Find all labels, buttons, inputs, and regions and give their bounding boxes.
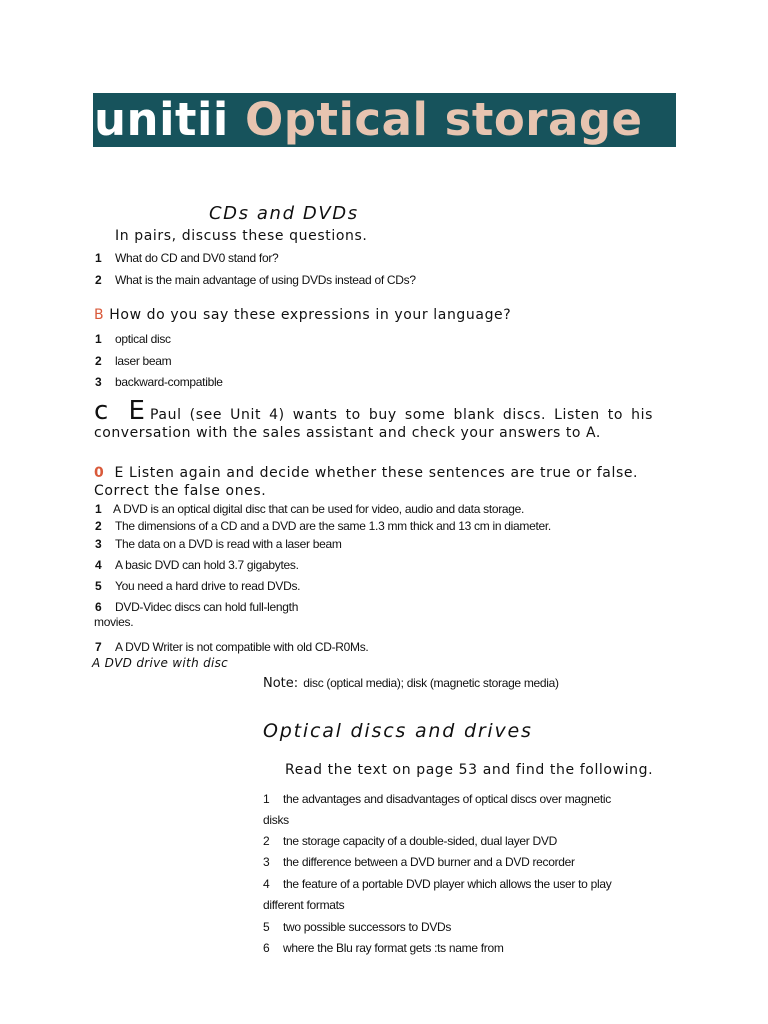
exercise-a-instruction: In pairs, discuss these questions. <box>115 228 368 244</box>
section2-instruction: Read the text on page 53 and find the following. <box>285 762 654 778</box>
unit-topic: Optical storage <box>245 93 643 146</box>
section-heading-optical-discs: Optical discs and drives <box>263 720 533 742</box>
list-item: 2 laser beam <box>95 354 172 368</box>
list-item: 5 You need a hard drive to read DVDs. <box>95 579 301 593</box>
exercise-c-letter: c E <box>94 396 151 426</box>
exercise-c-line1: Paul (see Unit 4) wants to buy some blank discs. Listen to his <box>150 407 653 423</box>
list-item: 6 where the Blu ray format gets :ts name from <box>263 941 504 955</box>
list-item: 1 optical disc <box>95 332 171 346</box>
list-item: 4 A basic DVD can hold 3.7 gigabytes. <box>95 558 299 572</box>
list-item: 2 The dimensions of a CD and a DVD are the same 1.3 mm thick and 13 cm in diameter. <box>95 519 551 533</box>
list-item: 7 A DVD Writer is not compatible with old CD-R0Ms. <box>95 640 369 654</box>
exercise-d-line1: 0 E Listen again and decide whether these sentences are true or false. <box>94 465 639 481</box>
list-item: 1 What do CD and DV0 stand for? <box>95 251 279 265</box>
list-item-continuation: movies. <box>94 615 134 629</box>
list-item: 2 What is the main advantage of using DVDs instead of CDs? <box>95 273 416 287</box>
image-caption: A DVD drive with disc <box>92 656 229 670</box>
note: Note: disc (optical media); disk (magnetic storage media) <box>263 676 559 691</box>
list-item: 3 the difference between a DVD burner and a DVD recorder <box>263 855 575 869</box>
list-item: 5 two possible successors to DVDs <box>263 920 452 934</box>
list-item: 1 A DVD is an optical digital disc that can be used for video, audio and data storage. <box>95 502 525 516</box>
unit-title <box>94 91 643 149</box>
exercise-b-instruction: B How do you say these expressions in your language? <box>94 307 512 323</box>
list-item: 3 backward-compatible <box>95 375 223 389</box>
exercise-d-line2: Correct the false ones. <box>94 483 267 499</box>
list-item: 1 the advantages and disadvantages of optical discs over magnetic <box>263 792 611 806</box>
exercise-c-line2: conversation with the sales assistant and check your answers to A. <box>94 425 601 441</box>
list-item: 3 The data on a DVD is read with a laser beam <box>95 537 342 551</box>
list-item-continuation: different formats <box>263 898 345 912</box>
list-item: 4 the feature of a portable DVD player which allows the user to play <box>263 877 612 891</box>
list-item: 6 DVD-Videc discs can hold full-length <box>95 600 299 614</box>
unit-label: unitii <box>94 93 229 146</box>
section-heading-cds-dvds: CDs and DVDs <box>209 203 359 224</box>
list-item: 2 tne storage capacity of a double-sided, dual layer DVD <box>263 834 557 848</box>
list-item-continuation: disks <box>263 813 289 827</box>
